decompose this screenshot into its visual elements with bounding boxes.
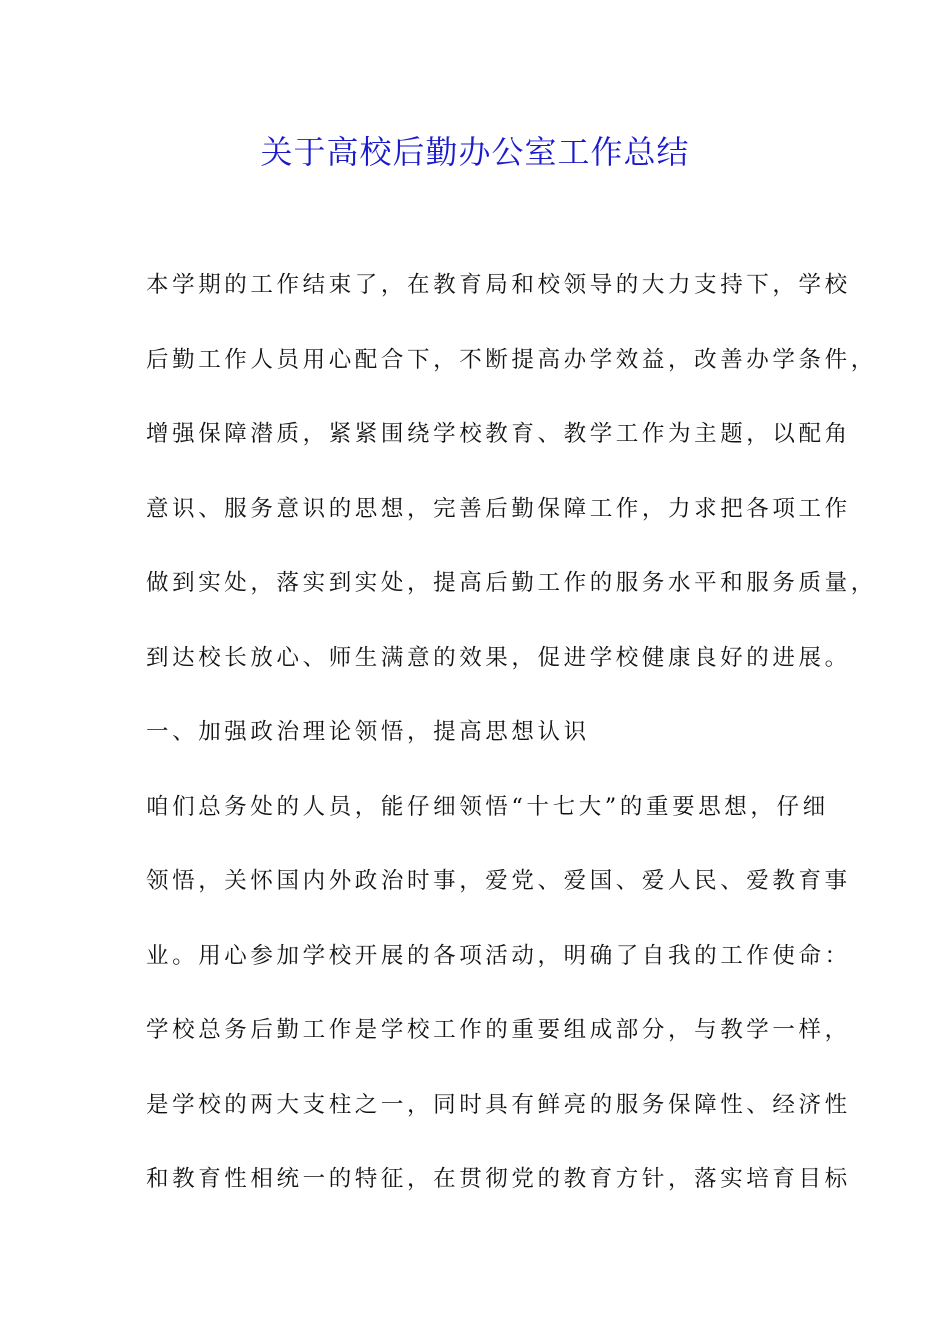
body-line: 后勤工作人员用心配合下，不断提高办学效益，改善办学条件，	[146, 346, 877, 373]
body-line: 本学期的工作结束了，在教育局和校领导的大力支持下，学校	[146, 272, 851, 298]
body-line: 是学校的两大支柱之一，同时具有鲜亮的服务保障性、经济性	[146, 1091, 851, 1118]
body-line: 领悟，关怀国内外政治时事，爱党、爱国、爱人民、爱教育事	[146, 868, 851, 894]
document-title: 关于高校后勤办公室工作总结	[260, 133, 690, 171]
section-heading: 一、加强政治理论领悟，提高思想认识	[146, 719, 590, 745]
body-line: 业。用心参加学校开展的各项活动，明确了自我的工作使命：	[146, 942, 851, 969]
body-line: 意识、服务意识的思想，完善后勤保障工作，力求把各项工作	[146, 495, 851, 522]
body-line: 和教育性相统一的特征，在贯彻党的教育方针，落实培育目标	[146, 1166, 851, 1192]
body-line: 增强保障潜质，紧紧围绕学校教育、教学工作为主题，以配角	[146, 421, 851, 447]
body-line: 学校总务后勤工作是学校工作的重要组成部分，与教学一样，	[146, 1017, 851, 1043]
body-line: 到达校长放心、师生满意的效果，促进学校健康良好的进展。	[146, 644, 851, 671]
body-line: 咱们总务处的人员，能仔细领悟“十七大”的重要思想，仔细	[146, 793, 829, 820]
document-body	[146, 264, 877, 1233]
body-line: 做到实处，落实到实处，提高后勤工作的服务水平和服务质量，	[146, 570, 877, 596]
